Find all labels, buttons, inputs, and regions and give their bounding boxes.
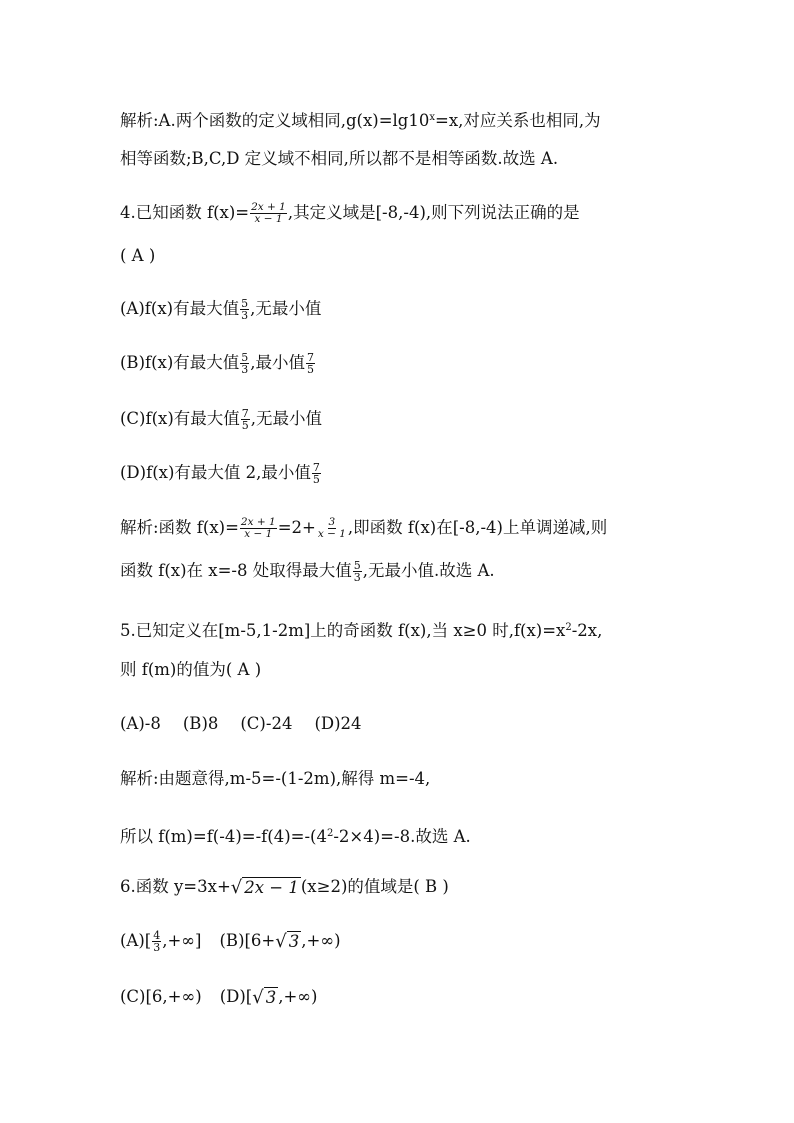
fraction-denominator: x − 1 <box>244 528 273 540</box>
option-text: (B)[6+ <box>219 931 276 950</box>
option-fraction <box>240 298 249 321</box>
sqrt-expression <box>252 987 278 1009</box>
q5-option-b: (B)8 <box>182 714 219 733</box>
analysis-text: 解析:函数 f(x)= <box>120 518 239 537</box>
analysis-fraction <box>353 560 362 583</box>
q5-stem-text: 5.已知定义在[m-5,1-2m]上的奇函数 f(x),当 x≥0 时,f(x)=x <box>120 621 566 640</box>
q6-option-d <box>220 986 318 1009</box>
option-text-end: ,无最小值 <box>250 299 322 318</box>
q5-analysis-line2 <box>120 823 471 848</box>
fraction-denominator: 5 <box>241 419 249 432</box>
analysis-text-end: -2×4)=-8.故选 A. <box>333 827 471 846</box>
option-text-end: ,+∞] <box>162 931 202 950</box>
q6-stem-text-end: (x≥2)的值域是( B ) <box>300 877 449 896</box>
fraction-numerator: 4 <box>153 929 161 942</box>
fraction-numerator: 2x + 1 <box>240 516 276 528</box>
q5-options <box>120 713 362 735</box>
fraction-numerator: 7 <box>312 461 320 474</box>
fraction-denominator: x − 1 <box>317 528 346 540</box>
q5-stem-line1 <box>120 617 602 642</box>
q3-analysis-text-end: =x,对应关系也相同,为 <box>435 111 601 130</box>
radicand: 3 <box>265 987 277 1007</box>
q3-analysis-line1 <box>120 107 601 132</box>
option-text-mid: ,最小值 <box>250 353 306 372</box>
fraction-numerator: 2x + 1 <box>251 201 286 213</box>
q6-options-line1 <box>120 930 341 953</box>
radical-sign: √ <box>252 986 264 1008</box>
q6-stem-text: 6.函数 y=3x+ <box>120 877 231 896</box>
q4-option-c <box>120 408 322 431</box>
q5-option-d: (D)24 <box>314 714 362 733</box>
analysis-text: 所以 f(m)=f(-4)=-f(4)=-(4 <box>120 827 327 846</box>
fraction-numerator: 7 <box>307 351 315 364</box>
q4-option-b <box>120 352 316 375</box>
option-text-end: ,无最小值 <box>250 409 323 428</box>
fraction-denominator: 3 <box>241 309 249 322</box>
sqrt-expression <box>231 877 301 899</box>
option-text: (A)f(x)有最大值 <box>120 299 240 318</box>
option-text-end: ,+∞) <box>301 931 341 950</box>
exponent: 2 <box>565 622 572 633</box>
q5-option-a: (A)-8 <box>120 714 161 733</box>
q6-option-c: (C)[6,+∞) <box>120 987 202 1006</box>
option-fraction <box>152 930 161 953</box>
radical-sign: √ <box>230 876 243 898</box>
analysis-fraction-2 <box>317 517 347 540</box>
fraction-denominator: x − 1 <box>254 213 283 225</box>
analysis-text-end: ,无最小值.故选 A. <box>362 561 495 580</box>
fraction-numerator: 5 <box>241 297 249 310</box>
fraction-numerator: 5 <box>353 559 361 572</box>
q4-stem-text: 4.已知函数 f(x)= <box>120 203 250 222</box>
exponent: x <box>429 112 436 123</box>
analysis-text-end: ,即函数 f(x)在[-8,-4)上单调递减,则 <box>347 518 608 537</box>
option-text: (C)f(x)有最大值 <box>120 409 240 428</box>
q3-analysis-line2: 相等函数;B,C,D 定义域不相同,所以都不是相等函数.故选 A. <box>120 149 559 168</box>
exponent: 2 <box>326 828 334 839</box>
option-text: (D)f(x)有最大值 2,最小值 <box>120 463 311 482</box>
q4-analysis-line2 <box>120 560 495 583</box>
q4-function-fraction <box>250 202 287 225</box>
q6-options-line2 <box>120 986 317 1009</box>
analysis-fraction-1 <box>240 517 277 540</box>
q4-stem <box>120 202 580 225</box>
q6-stem <box>120 876 449 899</box>
fraction-denominator: 3 <box>153 941 161 954</box>
sqrt-expression <box>275 931 301 953</box>
fraction-numerator: 5 <box>241 351 249 364</box>
q4-option-d <box>120 462 322 485</box>
q5-stem-line2: 则 f(m)的值为( A ) <box>120 660 262 679</box>
q5-analysis-line1: 解析:由题意得,m-5=-(1-2m),解得 m=-4, <box>120 769 431 788</box>
option-fraction <box>312 462 321 485</box>
q5-stem-text-end: -2x, <box>571 621 603 640</box>
q6-option-a <box>120 930 202 953</box>
option-fraction <box>241 408 250 431</box>
fraction-numerator: 7 <box>241 407 249 420</box>
fraction-denominator: 3 <box>353 571 361 584</box>
q6-option-b <box>220 930 341 953</box>
q3-analysis-text: 解析:A.两个函数的定义域相同,g(x)=lg10 <box>120 111 430 130</box>
fraction-denominator: 5 <box>312 473 320 486</box>
q4-answer-line: ( A ) <box>120 246 156 265</box>
radical-sign: √ <box>275 930 287 952</box>
fraction-numerator: 3 <box>328 516 336 528</box>
option-text: (D)[ <box>219 987 253 1006</box>
option-fraction-2 <box>306 352 315 375</box>
option-fraction <box>240 352 249 375</box>
fraction-denominator: 3 <box>241 363 249 376</box>
q5-option-c: (C)-24 <box>240 714 293 733</box>
option-text: (A)[ <box>120 931 152 950</box>
q4-analysis-line1 <box>120 517 607 540</box>
option-text-end: ,+∞) <box>278 987 318 1006</box>
radicand: 3 <box>288 931 300 951</box>
option-text: (B)f(x)有最大值 <box>120 353 240 372</box>
analysis-text-mid: =2+ <box>277 518 316 537</box>
radicand: 2x − 1 <box>244 877 299 897</box>
fraction-denominator: 5 <box>307 363 315 376</box>
q4-option-a <box>120 298 321 321</box>
analysis-text: 函数 f(x)在 x=-8 处取得最大值 <box>120 561 352 580</box>
q4-stem-text-end: ,其定义域是[-8,-4),则下列说法正确的是 <box>287 203 580 222</box>
